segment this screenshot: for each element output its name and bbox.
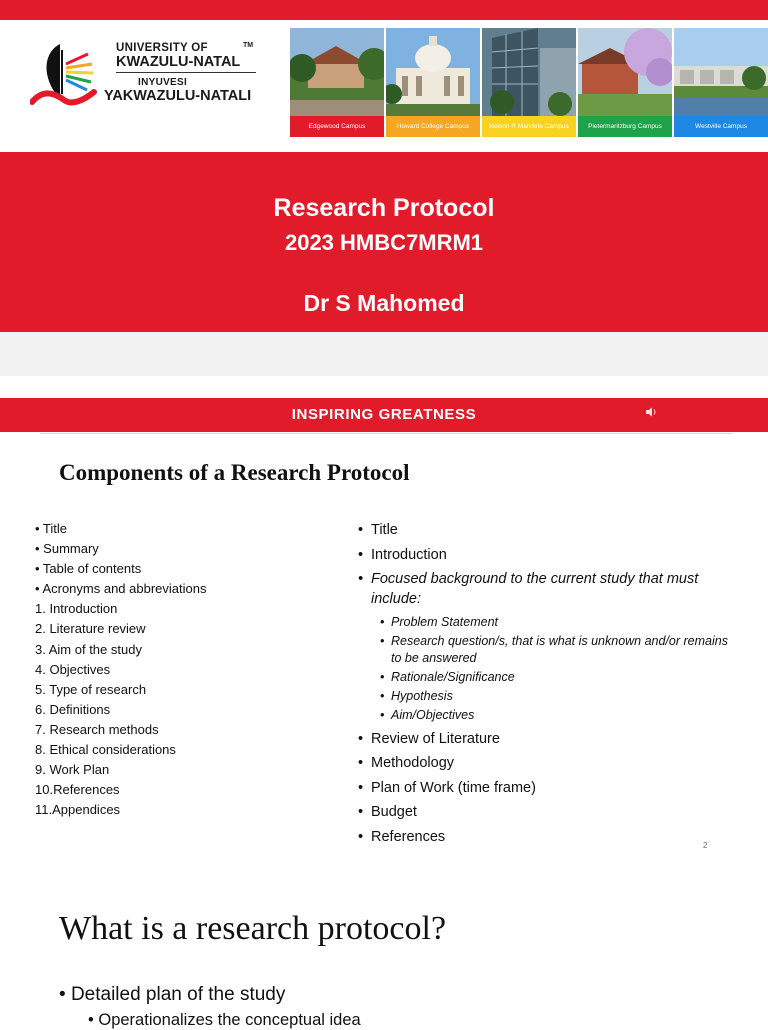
- sub-list-item: • Hypothesis: [380, 688, 453, 703]
- list-item-text: Detailed plan of the study: [70, 984, 286, 1005]
- slide-title: What is a research protocol?: [59, 910, 447, 947]
- slide-separator: [40, 433, 732, 434]
- list-item: 8. Ethical considerations: [35, 742, 176, 758]
- sub-list-item: • Research question/s, that is what is unknown and/or remains to be answered: [380, 633, 728, 665]
- sub-list-item-text: Operationalizes the conceptual idea: [98, 1011, 361, 1029]
- logo-line-yakwazulu-natali: YAKWAZULU-NATALI: [104, 88, 252, 104]
- campus-westville: [674, 28, 768, 140]
- top-red-bar: [0, 0, 768, 20]
- list-item: • Title: [358, 522, 398, 538]
- ukzn-emblem-icon: [30, 40, 100, 110]
- list-item: • Summary: [35, 541, 99, 557]
- list-item-text: Budget: [371, 804, 417, 820]
- campus-photo-strip: [290, 28, 768, 140]
- tagline-text: INSPIRING GREATNESS: [291, 406, 477, 423]
- campus-photo-image: [674, 28, 768, 116]
- list-item: • Introduction: [358, 546, 447, 563]
- campus-photo-image: [290, 28, 384, 116]
- campus-label: Edgewood Campus: [290, 116, 384, 137]
- list-item: • Budget: [358, 804, 417, 820]
- logo-line-university-of: UNIVERSITY OF: [116, 42, 208, 54]
- sub-list-item: • Operationalizes the conceptual idea: [88, 1011, 361, 1029]
- campus-photo-image: [578, 28, 672, 116]
- logo-divider: [116, 72, 256, 73]
- campus-photo-image: [482, 28, 576, 116]
- campus-howard-college: [386, 28, 480, 140]
- campus-label: Pietermaritzburg Campus: [578, 116, 672, 137]
- grey-band: [0, 332, 768, 376]
- list-item: 9. Work Plan: [35, 762, 110, 778]
- list-item-text: Focused background to the current study that must include:: [371, 571, 699, 607]
- list-item: 1. Introduction: [35, 601, 118, 617]
- page-number: 2: [703, 841, 708, 850]
- list-item: • Plan of Work (time frame): [358, 779, 536, 796]
- list-item-text: Title: [371, 522, 398, 538]
- university-logo: [30, 40, 260, 112]
- list-item: 4. Objectives: [35, 661, 111, 677]
- speaker-icon[interactable]: [644, 405, 658, 419]
- list-item: • Acronyms and abbreviations: [35, 581, 207, 597]
- sub-list-item-text: Hypothesis: [391, 688, 453, 703]
- list-item-text: Review of Literature: [371, 730, 500, 747]
- presenter-name: Dr S Mahomed: [303, 290, 465, 316]
- campus-photo-image: [386, 28, 480, 116]
- list-item: 7. Research methods: [35, 721, 159, 737]
- list-item-text: Introduction: [371, 546, 447, 563]
- list-item: 3. Aim of the study: [35, 641, 142, 657]
- list-item: 2. Literature review: [35, 621, 146, 637]
- slide-title: Components of a Research Protocol: [59, 460, 410, 485]
- list-item: 6. Definitions: [35, 701, 111, 717]
- list-item: • Review of Literature: [358, 730, 500, 747]
- campus-label: Howard College Campus: [386, 116, 480, 137]
- list-item: • Table of contents: [35, 561, 142, 577]
- campus-edgewood: [290, 28, 384, 140]
- band-gap: [0, 376, 768, 398]
- left-component-list: [35, 519, 335, 820]
- sub-list-item-text: Problem Statement: [391, 614, 498, 629]
- list-item: 10.References: [35, 782, 120, 798]
- sub-list-item-text: Aim/Objectives: [391, 707, 475, 722]
- list-item-text: Plan of Work (time frame): [371, 779, 536, 796]
- list-item-text: References: [371, 828, 446, 845]
- campus-pietermaritzburg: [578, 28, 672, 140]
- sub-list-item: • Rationale/Significance: [380, 669, 515, 684]
- course-code: 2023 HMBC7MRM1: [284, 230, 484, 255]
- campus-nelson-mandela: [482, 28, 576, 140]
- campus-label: Nelson R Mandela Campus: [482, 116, 576, 137]
- list-item: • Focused background to the current study that must include:: [358, 571, 699, 607]
- sub-list-item: • Aim/Objectives: [380, 707, 475, 722]
- list-item-text: Methodology: [371, 755, 455, 771]
- list-item: • References: [358, 828, 446, 845]
- logo-line-kwazulu-natal: KWAZULU-NATAL: [116, 54, 241, 70]
- campus-label: Westville Campus: [674, 116, 768, 137]
- right-component-list: [358, 520, 738, 851]
- sub-list-item: • Problem Statement: [380, 614, 498, 629]
- list-item: • Methodology: [358, 755, 455, 771]
- list-item: 11.Appendices: [35, 802, 121, 818]
- sub-list-item-text: Research question/s, that is what is unknown and/or remains to be answered: [391, 633, 728, 665]
- sub-list-item-text: Rationale/Significance: [391, 669, 515, 684]
- list-item: • Title: [35, 521, 68, 536]
- presentation-title: Research Protocol: [273, 194, 495, 222]
- list-item: 5. Type of research: [35, 681, 147, 697]
- logo-trademark: TM: [243, 42, 254, 49]
- logo-line-inyuvesi: INYUVESI: [138, 77, 188, 88]
- list-item: • Detailed plan of the study: [59, 984, 286, 1005]
